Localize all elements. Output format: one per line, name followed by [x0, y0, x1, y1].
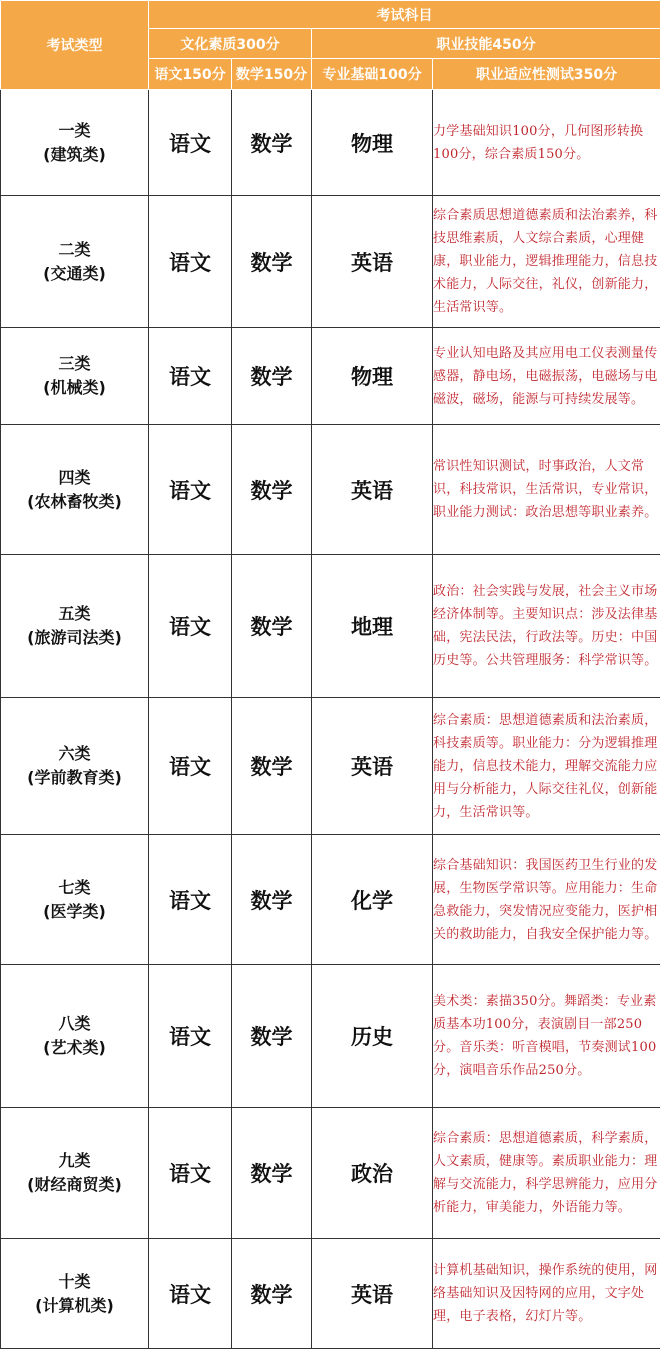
exam-type-name: 八类: [1, 1012, 148, 1036]
aptitude-description-cell: 力学基础知识100分，几何图形转换100分，综合素质150分。: [433, 90, 660, 196]
chinese-subject-cell: 语文: [149, 196, 232, 328]
math-subject-cell: 数学: [232, 425, 312, 555]
math-subject-cell: 数学: [232, 1239, 312, 1349]
exam-type-category: (医学类): [1, 900, 148, 924]
exam-type-category: (农林畜牧类): [1, 490, 148, 514]
math-subject-cell: 数学: [232, 835, 312, 965]
exam-type-cell: [1, 555, 149, 698]
math-subject-cell: 数学: [232, 90, 312, 196]
math-subject-cell: 数学: [232, 555, 312, 698]
basic-subject-cell: 政治: [312, 1108, 433, 1239]
chinese-subject-cell: 语文: [149, 965, 232, 1108]
exam-type-cell: [1, 1108, 149, 1239]
header-vocational: 职业技能450分: [312, 29, 660, 59]
table-row: [1, 965, 660, 1108]
header-chinese: 语文150分: [149, 59, 232, 90]
exam-type-name: 六类: [1, 742, 148, 766]
exam-type-cell: [1, 965, 149, 1108]
table-row: [1, 1239, 660, 1349]
exam-type-cell: [1, 196, 149, 328]
exam-type-name: 九类: [1, 1149, 148, 1173]
math-subject-cell: 数学: [232, 1108, 312, 1239]
aptitude-description-cell: 美术类：素描350分。舞蹈类：专业素质基本功100分，表演剧目一部250分。音乐类：听音模唱，节奏测试100分，演唱音乐作品250分。: [433, 965, 660, 1108]
chinese-subject-cell: 语文: [149, 90, 232, 196]
header-culture: 文化素质300分: [149, 29, 312, 59]
chinese-subject-cell: 语文: [149, 555, 232, 698]
exam-type-name: 七类: [1, 876, 148, 900]
exam-type-name: 三类: [1, 352, 148, 376]
basic-subject-cell: 英语: [312, 1239, 433, 1349]
math-subject-cell: 数学: [232, 328, 312, 425]
table-header: [1, 1, 660, 90]
table-row: [1, 90, 660, 196]
basic-subject-cell: 历史: [312, 965, 433, 1108]
exam-type-name: 四类: [1, 466, 148, 490]
exam-type-category: (交通类): [1, 262, 148, 286]
exam-type-category: (建筑类): [1, 143, 148, 167]
exam-type-category: (艺术类): [1, 1036, 148, 1060]
exam-type-name: 五类: [1, 602, 148, 626]
exam-type-category: (机械类): [1, 376, 148, 400]
exam-type-name: 二类: [1, 238, 148, 262]
math-subject-cell: 数学: [232, 965, 312, 1108]
aptitude-description-cell: 计算机基础知识，操作系统的使用，网络基础知识及因特网的应用，文字处理，电子表格，幻灯片等。: [433, 1239, 660, 1349]
exam-type-category: (计算机类): [1, 1294, 148, 1318]
aptitude-description-cell: 综合素质：思想道德素质和法治素质，科技素质等。职业能力：分为逻辑推理能力，信息技术能力，理解交流能力应用与分析能力，人际交往礼仪，创新能力，生活常识等。: [433, 698, 660, 835]
table-body: [1, 90, 660, 1349]
math-subject-cell: 数学: [232, 698, 312, 835]
exam-type-cell: [1, 835, 149, 965]
basic-subject-cell: 地理: [312, 555, 433, 698]
table-row: [1, 555, 660, 698]
header-exam-type: 考试类型: [1, 1, 149, 90]
math-subject-cell: 数学: [232, 196, 312, 328]
basic-subject-cell: 物理: [312, 328, 433, 425]
chinese-subject-cell: 语文: [149, 1239, 232, 1349]
exam-type-name: 十类: [1, 1270, 148, 1294]
header-math: 数学150分: [232, 59, 312, 90]
exam-type-name: 一类: [1, 119, 148, 143]
table-row: [1, 425, 660, 555]
chinese-subject-cell: 语文: [149, 1108, 232, 1239]
exam-type-cell: [1, 328, 149, 425]
aptitude-description-cell: 综合基础知识：我国医药卫生行业的发展，生物医学常识等。应用能力：生命急救能力，突发情况应变能力，医护相关的救助能力，自我安全保护能力等。: [433, 835, 660, 965]
table-row: [1, 1108, 660, 1239]
table-row: [1, 835, 660, 965]
aptitude-description-cell: 综合素质：思想道德素质，科学素质，人文素质，健康等。素质职业能力：理解与交流能力，科学思辨能力，应用分析能力，审美能力，外语能力等。: [433, 1108, 660, 1239]
exam-type-category: (旅游司法类): [1, 626, 148, 650]
chinese-subject-cell: 语文: [149, 698, 232, 835]
aptitude-description-cell: 政治：社会实践与发展，社会主义市场经济体制等。主要知识点：涉及法律基础，宪法民法，行政法等。历史：中国历史等。公共管理服务：科学常识等。: [433, 555, 660, 698]
exam-type-category: (学前教育类): [1, 766, 148, 790]
chinese-subject-cell: 语文: [149, 835, 232, 965]
basic-subject-cell: 英语: [312, 698, 433, 835]
table-row: [1, 328, 660, 425]
basic-subject-cell: 英语: [312, 425, 433, 555]
basic-subject-cell: 英语: [312, 196, 433, 328]
table-row: [1, 196, 660, 328]
table-row: [1, 698, 660, 835]
basic-subject-cell: 物理: [312, 90, 433, 196]
exam-type-category: (财经商贸类): [1, 1173, 148, 1197]
aptitude-description-cell: 专业认知电路及其应用电工仪表测量传感器，静电场，电磁振荡，电磁场与电磁波，磁场，能源与可持续发展等。: [433, 328, 660, 425]
exam-type-cell: [1, 90, 149, 196]
exam-type-cell: [1, 425, 149, 555]
aptitude-description-cell: 综合素质思想道德素质和法治素养，科技思维素质，人文综合素质，心理健康，职业能力，逻辑推理能力，信息技术能力，人际交往，礼仪，创新能力，生活常识等。: [433, 196, 660, 328]
header-exam-subjects: 考试科目: [149, 1, 660, 29]
header-aptitude: 职业适应性测试350分: [433, 59, 660, 90]
chinese-subject-cell: 语文: [149, 425, 232, 555]
header-basic: 专业基础100分: [312, 59, 433, 90]
chinese-subject-cell: 语文: [149, 328, 232, 425]
exam-type-cell: [1, 698, 149, 835]
exam-type-cell: [1, 1239, 149, 1349]
aptitude-description-cell: 常识性知识测试，时事政治，人文常识，科技常识，生活常识，专业常识，职业能力测试：政治思想等职业素养。: [433, 425, 660, 555]
basic-subject-cell: 化学: [312, 835, 433, 965]
